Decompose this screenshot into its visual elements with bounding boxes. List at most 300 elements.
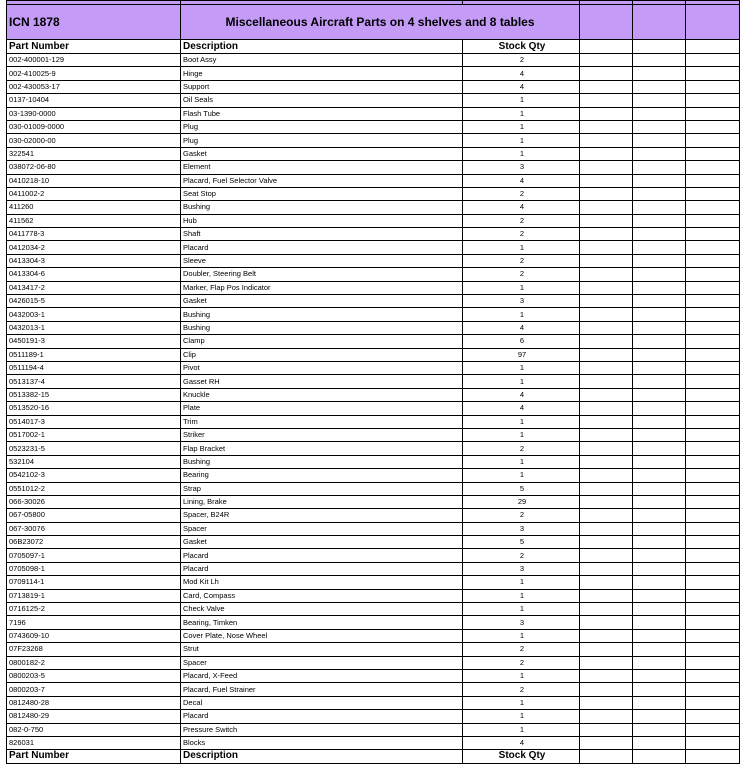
stock-qty-cell: 1 <box>463 281 580 294</box>
empty-cell <box>633 94 686 107</box>
empty-cell <box>580 295 633 308</box>
empty-cell <box>580 469 633 482</box>
empty-cell <box>686 348 740 361</box>
part-number-cell: 030-01009-0000 <box>7 120 181 133</box>
empty-cell <box>686 254 740 267</box>
description-cell: Placard, Fuel Strainer <box>181 683 463 696</box>
empty-cell <box>633 710 686 723</box>
empty-cell <box>686 107 740 120</box>
stock-qty-cell: 2 <box>463 683 580 696</box>
table-row <box>7 656 740 669</box>
stock-qty-cell: 3 <box>463 295 580 308</box>
description-cell: Boot Assy <box>181 54 463 67</box>
part-number-cell: 0812480-29 <box>7 710 181 723</box>
description-cell: Flap Bracket <box>181 442 463 455</box>
stock-qty-cell: 1 <box>463 94 580 107</box>
empty-cell <box>633 134 686 147</box>
table-row <box>7 375 740 388</box>
empty-cell <box>686 415 740 428</box>
part-number-cell: 03-1390-0000 <box>7 107 181 120</box>
description-cell: Placard, Fuel Selector Valve <box>181 174 463 187</box>
empty-cell <box>686 295 740 308</box>
part-number-cell: 0517002-1 <box>7 428 181 441</box>
stock-qty-cell: 2 <box>463 228 580 241</box>
empty-cell <box>580 710 633 723</box>
table-row <box>7 147 740 160</box>
stock-qty-cell: 4 <box>463 80 580 93</box>
table-row <box>7 736 740 749</box>
empty-cell <box>580 616 633 629</box>
description-cell: Gasket <box>181 295 463 308</box>
empty-cell <box>633 455 686 468</box>
empty-cell <box>580 576 633 589</box>
empty-cell <box>686 536 740 549</box>
empty-cell <box>633 656 686 669</box>
table-row <box>7 67 740 80</box>
column-header-description: Description <box>181 750 463 764</box>
description-cell: Gasket <box>181 536 463 549</box>
description-cell: Decal <box>181 696 463 709</box>
table-row <box>7 134 740 147</box>
stock-qty-cell: 1 <box>463 455 580 468</box>
stock-qty-cell: 97 <box>463 348 580 361</box>
description-cell: Placard <box>181 710 463 723</box>
part-number-cell: 0743609-10 <box>7 629 181 642</box>
empty-cell <box>686 134 740 147</box>
description-cell: Placard <box>181 562 463 575</box>
empty-cell <box>633 723 686 736</box>
empty-cell <box>633 120 686 133</box>
description-cell: Element <box>181 161 463 174</box>
empty-cell <box>580 281 633 294</box>
empty-cell <box>633 696 686 709</box>
stock-qty-cell: 4 <box>463 388 580 401</box>
table-row <box>7 603 740 616</box>
stock-qty-cell: 1 <box>463 308 580 321</box>
empty-cell <box>633 268 686 281</box>
empty-cell <box>580 736 633 749</box>
stock-qty-cell: 2 <box>463 509 580 522</box>
stock-qty-cell: 2 <box>463 268 580 281</box>
description-cell: Gasset RH <box>181 375 463 388</box>
description-cell: Oil Seals <box>181 94 463 107</box>
stock-qty-cell: 3 <box>463 522 580 535</box>
empty-cell <box>580 509 633 522</box>
part-number-cell: 067-30076 <box>7 522 181 535</box>
stock-qty-cell: 1 <box>463 629 580 642</box>
empty-cell <box>580 161 633 174</box>
stock-qty-cell: 2 <box>463 549 580 562</box>
table-row <box>7 629 740 642</box>
empty-cell <box>633 254 686 267</box>
description-cell: Bushing <box>181 308 463 321</box>
empty-cell <box>633 228 686 241</box>
table-row <box>7 669 740 682</box>
stock-qty-cell: 29 <box>463 495 580 508</box>
part-number-cell: 038072-06-80 <box>7 161 181 174</box>
empty-cell <box>633 402 686 415</box>
description-cell: Placard, X-Feed <box>181 669 463 682</box>
part-number-cell: 0137-10404 <box>7 94 181 107</box>
empty-cell <box>633 482 686 495</box>
part-number-cell: 0432013-1 <box>7 321 181 334</box>
empty-cell <box>633 549 686 562</box>
description-cell: Pivot <box>181 361 463 374</box>
empty-cell <box>686 603 740 616</box>
empty-cell <box>580 723 633 736</box>
empty-cell <box>580 241 633 254</box>
sheet-title: Miscellaneous Aircraft Parts on 4 shelves and 8 tables <box>181 5 580 40</box>
empty-cell <box>686 696 740 709</box>
empty-cell <box>633 522 686 535</box>
description-cell: Hinge <box>181 67 463 80</box>
table-row <box>7 455 740 468</box>
empty-cell <box>686 174 740 187</box>
empty-cell <box>686 656 740 669</box>
empty-cell <box>580 361 633 374</box>
empty-cell <box>580 455 633 468</box>
part-number-cell: 0511189-1 <box>7 348 181 361</box>
part-number-cell: 0413304-6 <box>7 268 181 281</box>
repeated-column-header-row <box>7 750 740 764</box>
stock-qty-cell: 2 <box>463 656 580 669</box>
stock-qty-cell: 1 <box>463 576 580 589</box>
description-cell: Plug <box>181 134 463 147</box>
empty-cell <box>633 643 686 656</box>
stock-qty-cell: 1 <box>463 375 580 388</box>
part-number-cell: 0716125-2 <box>7 603 181 616</box>
empty-cell <box>580 94 633 107</box>
description-cell: Striker <box>181 428 463 441</box>
stock-qty-cell: 1 <box>463 134 580 147</box>
empty-cell <box>686 241 740 254</box>
description-cell: Knuckle <box>181 388 463 401</box>
table-row <box>7 120 740 133</box>
empty-cell <box>633 469 686 482</box>
icn-label: ICN 1878 <box>7 5 181 40</box>
empty-cell <box>633 562 686 575</box>
empty-cell <box>580 214 633 227</box>
part-number-cell: 002-430053-17 <box>7 80 181 93</box>
part-number-cell: 0513137-4 <box>7 375 181 388</box>
table-row <box>7 241 740 254</box>
table-row <box>7 589 740 602</box>
description-cell: Hub <box>181 214 463 227</box>
empty-cell <box>580 482 633 495</box>
part-number-cell: 0432003-1 <box>7 308 181 321</box>
empty-cell <box>633 576 686 589</box>
empty-cell <box>580 388 633 401</box>
empty-cell <box>580 174 633 187</box>
stock-qty-cell: 3 <box>463 616 580 629</box>
stock-qty-cell: 1 <box>463 241 580 254</box>
stock-qty-cell: 4 <box>463 402 580 415</box>
description-cell: Plate <box>181 402 463 415</box>
empty-cell <box>686 455 740 468</box>
part-number-cell: 0410218-10 <box>7 174 181 187</box>
description-cell: Bushing <box>181 455 463 468</box>
empty-cell <box>633 495 686 508</box>
column-header-row <box>7 40 740 54</box>
empty-cell <box>633 589 686 602</box>
stock-qty-cell: 5 <box>463 482 580 495</box>
empty-cell <box>580 696 633 709</box>
empty-cell <box>633 54 686 67</box>
empty-cell <box>633 361 686 374</box>
description-cell: Support <box>181 80 463 93</box>
stock-qty-cell: 2 <box>463 442 580 455</box>
empty-cell <box>580 67 633 80</box>
empty-cell <box>580 549 633 562</box>
empty-cell <box>633 415 686 428</box>
part-number-cell: 0513382-15 <box>7 388 181 401</box>
empty-cell <box>686 589 740 602</box>
empty-cell <box>686 643 740 656</box>
table-row <box>7 268 740 281</box>
stock-qty-cell: 1 <box>463 710 580 723</box>
description-cell: Bearing <box>181 469 463 482</box>
table-row <box>7 308 740 321</box>
part-number-cell: 826031 <box>7 736 181 749</box>
part-number-cell: 0800203-5 <box>7 669 181 682</box>
empty-cell <box>686 228 740 241</box>
table-row <box>7 201 740 214</box>
part-number-cell: 0511194-4 <box>7 361 181 374</box>
description-cell: Marker, Flap Pos Indicator <box>181 281 463 294</box>
empty-cell <box>686 669 740 682</box>
empty-cell <box>633 335 686 348</box>
empty-cell <box>580 375 633 388</box>
empty-cell <box>580 562 633 575</box>
table-row <box>7 295 740 308</box>
empty-cell <box>633 348 686 361</box>
table-row <box>7 107 740 120</box>
part-number-cell: 002-400001-129 <box>7 54 181 67</box>
table-row <box>7 469 740 482</box>
empty-cell <box>633 321 686 334</box>
stock-qty-cell: 1 <box>463 589 580 602</box>
empty-cell <box>633 375 686 388</box>
part-number-cell: 0426015-5 <box>7 295 181 308</box>
empty-cell <box>686 375 740 388</box>
empty-cell <box>633 80 686 93</box>
description-cell: Pressure Switch <box>181 723 463 736</box>
part-number-cell: 0413417-2 <box>7 281 181 294</box>
table-row <box>7 549 740 562</box>
empty-cell <box>686 683 740 696</box>
empty-cell <box>580 428 633 441</box>
empty-cell <box>686 281 740 294</box>
empty-cell <box>580 308 633 321</box>
stock-qty-cell: 1 <box>463 415 580 428</box>
table-row <box>7 402 740 415</box>
table-row <box>7 361 740 374</box>
empty-cell <box>686 80 740 93</box>
empty-cell <box>686 147 740 160</box>
empty-cell <box>580 147 633 160</box>
empty-cell <box>633 603 686 616</box>
empty-cell <box>686 54 740 67</box>
description-cell: Cover Plate, Nose Wheel <box>181 629 463 642</box>
part-number-cell: 411562 <box>7 214 181 227</box>
part-number-cell: 082-0-750 <box>7 723 181 736</box>
stock-qty-cell: 4 <box>463 174 580 187</box>
empty-cell <box>633 241 686 254</box>
empty-cell <box>686 308 740 321</box>
empty-cell <box>633 669 686 682</box>
empty-cell <box>686 187 740 200</box>
part-number-cell: 0411778-3 <box>7 228 181 241</box>
table-row <box>7 281 740 294</box>
part-number-cell: 7196 <box>7 616 181 629</box>
empty-cell <box>686 321 740 334</box>
part-number-cell: 0709114-1 <box>7 576 181 589</box>
empty-cell <box>633 67 686 80</box>
empty-cell <box>580 536 633 549</box>
part-number-cell: 0705097-1 <box>7 549 181 562</box>
part-number-cell: 0551012-2 <box>7 482 181 495</box>
stock-qty-cell: 3 <box>463 562 580 575</box>
table-row <box>7 321 740 334</box>
description-cell: Bearing, Timken <box>181 616 463 629</box>
description-cell: Placard <box>181 549 463 562</box>
table-row <box>7 54 740 67</box>
part-number-cell: 0412034-2 <box>7 241 181 254</box>
part-number-cell: 0812480-28 <box>7 696 181 709</box>
stock-qty-cell: 2 <box>463 54 580 67</box>
empty-cell <box>686 495 740 508</box>
table-row <box>7 482 740 495</box>
empty-cell <box>686 469 740 482</box>
empty-cell <box>580 335 633 348</box>
table-row <box>7 80 740 93</box>
part-number-cell: 002-410025-9 <box>7 67 181 80</box>
stock-qty-cell: 1 <box>463 469 580 482</box>
stock-qty-cell: 1 <box>463 107 580 120</box>
part-number-cell: 07F23268 <box>7 643 181 656</box>
table-row <box>7 428 740 441</box>
table-row <box>7 348 740 361</box>
table-row <box>7 94 740 107</box>
empty-cell <box>686 335 740 348</box>
empty-cell <box>580 629 633 642</box>
empty-cell <box>686 120 740 133</box>
empty-cell <box>580 522 633 535</box>
empty-cell <box>686 750 740 764</box>
empty-cell <box>633 147 686 160</box>
parts-table <box>6 0 740 764</box>
empty-cell <box>686 522 740 535</box>
part-number-cell: 0542102-3 <box>7 469 181 482</box>
description-cell: Shaft <box>181 228 463 241</box>
part-number-cell: 532104 <box>7 455 181 468</box>
empty-cell <box>580 669 633 682</box>
empty-cell <box>580 321 633 334</box>
empty-cell <box>686 214 740 227</box>
empty-cell <box>633 750 686 764</box>
empty-cell <box>686 549 740 562</box>
table-row <box>7 643 740 656</box>
description-cell: Card, Compass <box>181 589 463 602</box>
empty-cell <box>580 80 633 93</box>
empty-cell <box>633 187 686 200</box>
table-row <box>7 576 740 589</box>
column-header-stock-qty: Stock Qty <box>463 40 580 54</box>
empty-cell <box>633 683 686 696</box>
empty-cell <box>633 295 686 308</box>
empty-cell <box>633 536 686 549</box>
empty-cell <box>580 228 633 241</box>
part-number-cell: 0514017-3 <box>7 415 181 428</box>
empty-cell <box>686 562 740 575</box>
stock-qty-cell: 2 <box>463 643 580 656</box>
column-header-part-number: Part Number <box>7 750 181 764</box>
stock-qty-cell: 1 <box>463 361 580 374</box>
description-cell: Bushing <box>181 321 463 334</box>
part-number-cell: 0450191-3 <box>7 335 181 348</box>
empty-cell <box>686 67 740 80</box>
table-row <box>7 495 740 508</box>
empty-cell <box>580 134 633 147</box>
description-cell: Plug <box>181 120 463 133</box>
empty-cell <box>686 616 740 629</box>
table-row <box>7 254 740 267</box>
description-cell: Spacer, B24R <box>181 509 463 522</box>
description-cell: Lining, Brake <box>181 495 463 508</box>
empty-cell <box>580 187 633 200</box>
empty-cell <box>580 402 633 415</box>
part-number-cell: 0713819-1 <box>7 589 181 602</box>
table-row <box>7 187 740 200</box>
description-cell: Check Valve <box>181 603 463 616</box>
empty-cell <box>686 442 740 455</box>
empty-cell <box>580 603 633 616</box>
table-row <box>7 388 740 401</box>
empty-cell <box>633 281 686 294</box>
description-cell: Trim <box>181 415 463 428</box>
description-cell: Clip <box>181 348 463 361</box>
stock-qty-cell: 1 <box>463 603 580 616</box>
empty-cell <box>686 576 740 589</box>
table-row <box>7 415 740 428</box>
description-cell: Doubler, Steering Belt <box>181 268 463 281</box>
empty-cell <box>633 616 686 629</box>
description-cell: Spacer <box>181 522 463 535</box>
column-header-part-number: Part Number <box>7 40 181 54</box>
part-number-cell: 0411002-2 <box>7 187 181 200</box>
stock-qty-cell: 5 <box>463 536 580 549</box>
empty-cell <box>633 107 686 120</box>
description-cell: Mod Kit Lh <box>181 576 463 589</box>
empty-cell <box>580 54 633 67</box>
stock-qty-cell: 2 <box>463 214 580 227</box>
empty-cell <box>633 214 686 227</box>
empty-cell <box>580 495 633 508</box>
empty-cell <box>633 388 686 401</box>
empty-cell <box>633 442 686 455</box>
stock-qty-cell: 6 <box>463 335 580 348</box>
stock-qty-cell: 4 <box>463 321 580 334</box>
empty-cell <box>580 254 633 267</box>
part-number-cell: 066-30026 <box>7 495 181 508</box>
empty-cell <box>633 736 686 749</box>
stock-qty-cell: 3 <box>463 161 580 174</box>
empty-cell <box>686 94 740 107</box>
empty-cell <box>686 268 740 281</box>
table-row <box>7 696 740 709</box>
table-row <box>7 616 740 629</box>
description-cell: Spacer <box>181 656 463 669</box>
